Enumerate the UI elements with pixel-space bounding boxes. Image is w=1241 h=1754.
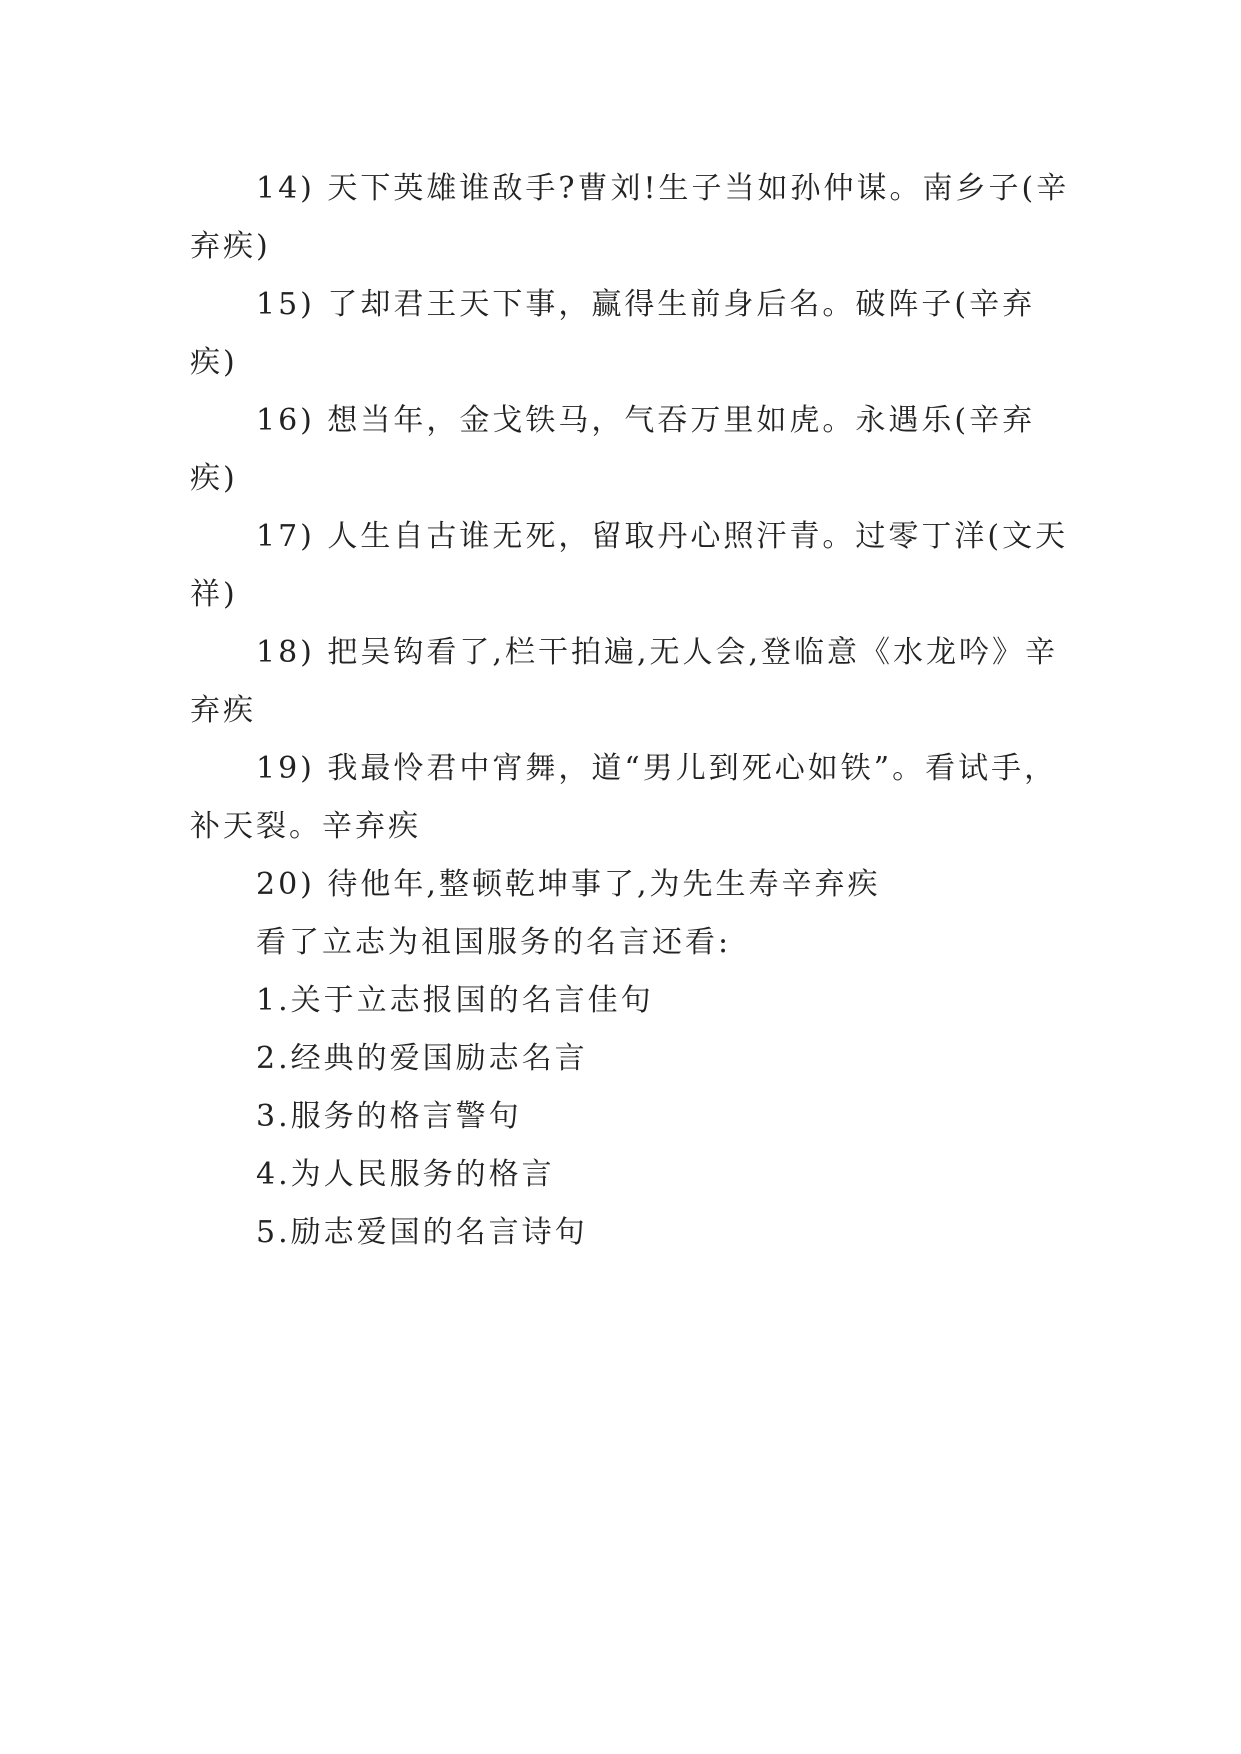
related-heading: 看了立志为祖国服务的名言还看: (256, 925, 732, 960)
quote-18: 18) 把吴钩看了,栏干拍遍,无人会,登临意《水龙吟》辛弃疾 (190, 635, 1059, 728)
related-link-4[interactable]: 4.为人民服务的格言 (256, 1157, 555, 1192)
quote-20: 20) 待他年,整顿乾坤事了,为先生寿辛弃疾 (256, 867, 881, 902)
quote-19: 19) 我最怜君中宵舞，道“男儿到死心如铁”。看试手，补天裂。辛弃疾 (190, 751, 1058, 844)
related-link-2[interactable]: 2.经典的爱国励志名言 (256, 1041, 588, 1076)
related-link-5[interactable]: 5.励志爱国的名言诗句 (256, 1215, 588, 1250)
quote-14: 14) 天下英雄谁敌手?曹刘!生子当如孙仲谋。南乡子(辛弃疾) (190, 171, 1070, 264)
quote-15: 15) 了却君王天下事，赢得生前身后名。破阵子(辛弃疾) (190, 287, 1036, 380)
quote-16: 16) 想当年，金戈铁马，气吞万里如虎。永遇乐(辛弃疾) (190, 403, 1036, 496)
quote-17: 17) 人生自古谁无死，留取丹心照汗青。过零丁洋(文天祥) (190, 519, 1069, 612)
related-link-1[interactable]: 1.关于立志报国的名言佳句 (256, 983, 654, 1018)
document-body (190, 160, 1070, 1262)
related-link-3[interactable]: 3.服务的格言警句 (256, 1099, 522, 1134)
